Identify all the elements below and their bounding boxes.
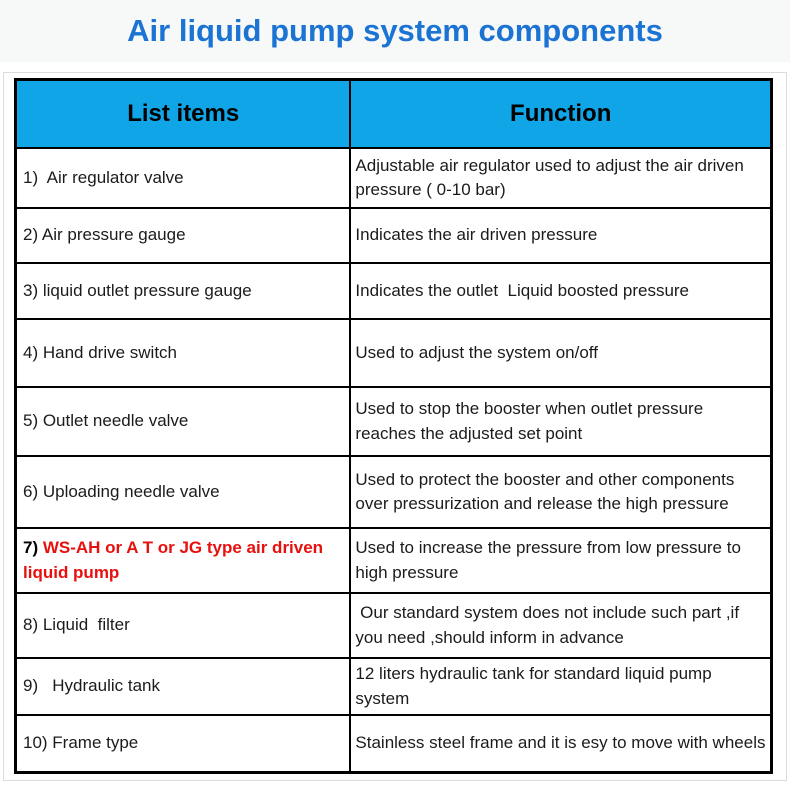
list-item-cell: 3) liquid outlet pressure gauge xyxy=(16,263,351,319)
table-container xyxy=(3,72,787,781)
title-band xyxy=(0,0,790,62)
table-row xyxy=(16,263,772,319)
highlighted-item-text: WS-AH or A T or JG type air driven liquid pump xyxy=(23,538,328,582)
column-header-function: Function xyxy=(350,80,771,149)
column-header-list-items: List items xyxy=(16,80,351,149)
list-item-cell: 10) Frame type xyxy=(16,715,351,772)
function-cell: Used to stop the booster when outlet pressure reaches the adjusted set point xyxy=(350,387,771,456)
table-body xyxy=(16,148,772,772)
components-table xyxy=(14,78,773,774)
list-item-cell xyxy=(16,528,351,593)
list-item-cell: 2) Air pressure gauge xyxy=(16,208,351,263)
function-cell: Our standard system does not include such part ,if you need ,should inform in advance xyxy=(350,593,771,658)
page-title: Air liquid pump system components xyxy=(127,13,663,48)
header-row xyxy=(16,80,772,149)
table-row xyxy=(16,593,772,658)
table-row xyxy=(16,387,772,456)
table-row xyxy=(16,319,772,387)
list-item-cell: 4) Hand drive switch xyxy=(16,319,351,387)
function-cell: Stainless steel frame and it is esy to move with wheels xyxy=(350,715,771,772)
list-item-cell: 1) Air regulator valve xyxy=(16,148,351,208)
function-cell: Used to increase the pressure from low pressure to high pressure xyxy=(350,528,771,593)
table-row xyxy=(16,208,772,263)
item-number: 7) xyxy=(23,538,43,558)
table-row xyxy=(16,456,772,528)
table-row xyxy=(16,715,772,772)
list-item-cell: 8) Liquid filter xyxy=(16,593,351,658)
function-cell: Adjustable air regulator used to adjust the air driven pressure ( 0-10 bar) xyxy=(350,148,771,208)
list-item-cell: 6) Uploading needle valve xyxy=(16,456,351,528)
function-cell: Indicates the outlet Liquid boosted pressure xyxy=(350,263,771,319)
table-row xyxy=(16,658,772,715)
list-item-cell: 5) Outlet needle valve xyxy=(16,387,351,456)
list-item-cell: 9) Hydraulic tank xyxy=(16,658,351,715)
table-header xyxy=(16,80,772,149)
function-cell: Used to adjust the system on/off xyxy=(350,319,771,387)
table-row xyxy=(16,148,772,208)
table-row xyxy=(16,528,772,593)
function-cell: Indicates the air driven pressure xyxy=(350,208,771,263)
function-cell: 12 liters hydraulic tank for standard liquid pump system xyxy=(350,658,771,715)
function-cell: Used to protect the booster and other components over pressurization and release the high pressure xyxy=(350,456,771,528)
